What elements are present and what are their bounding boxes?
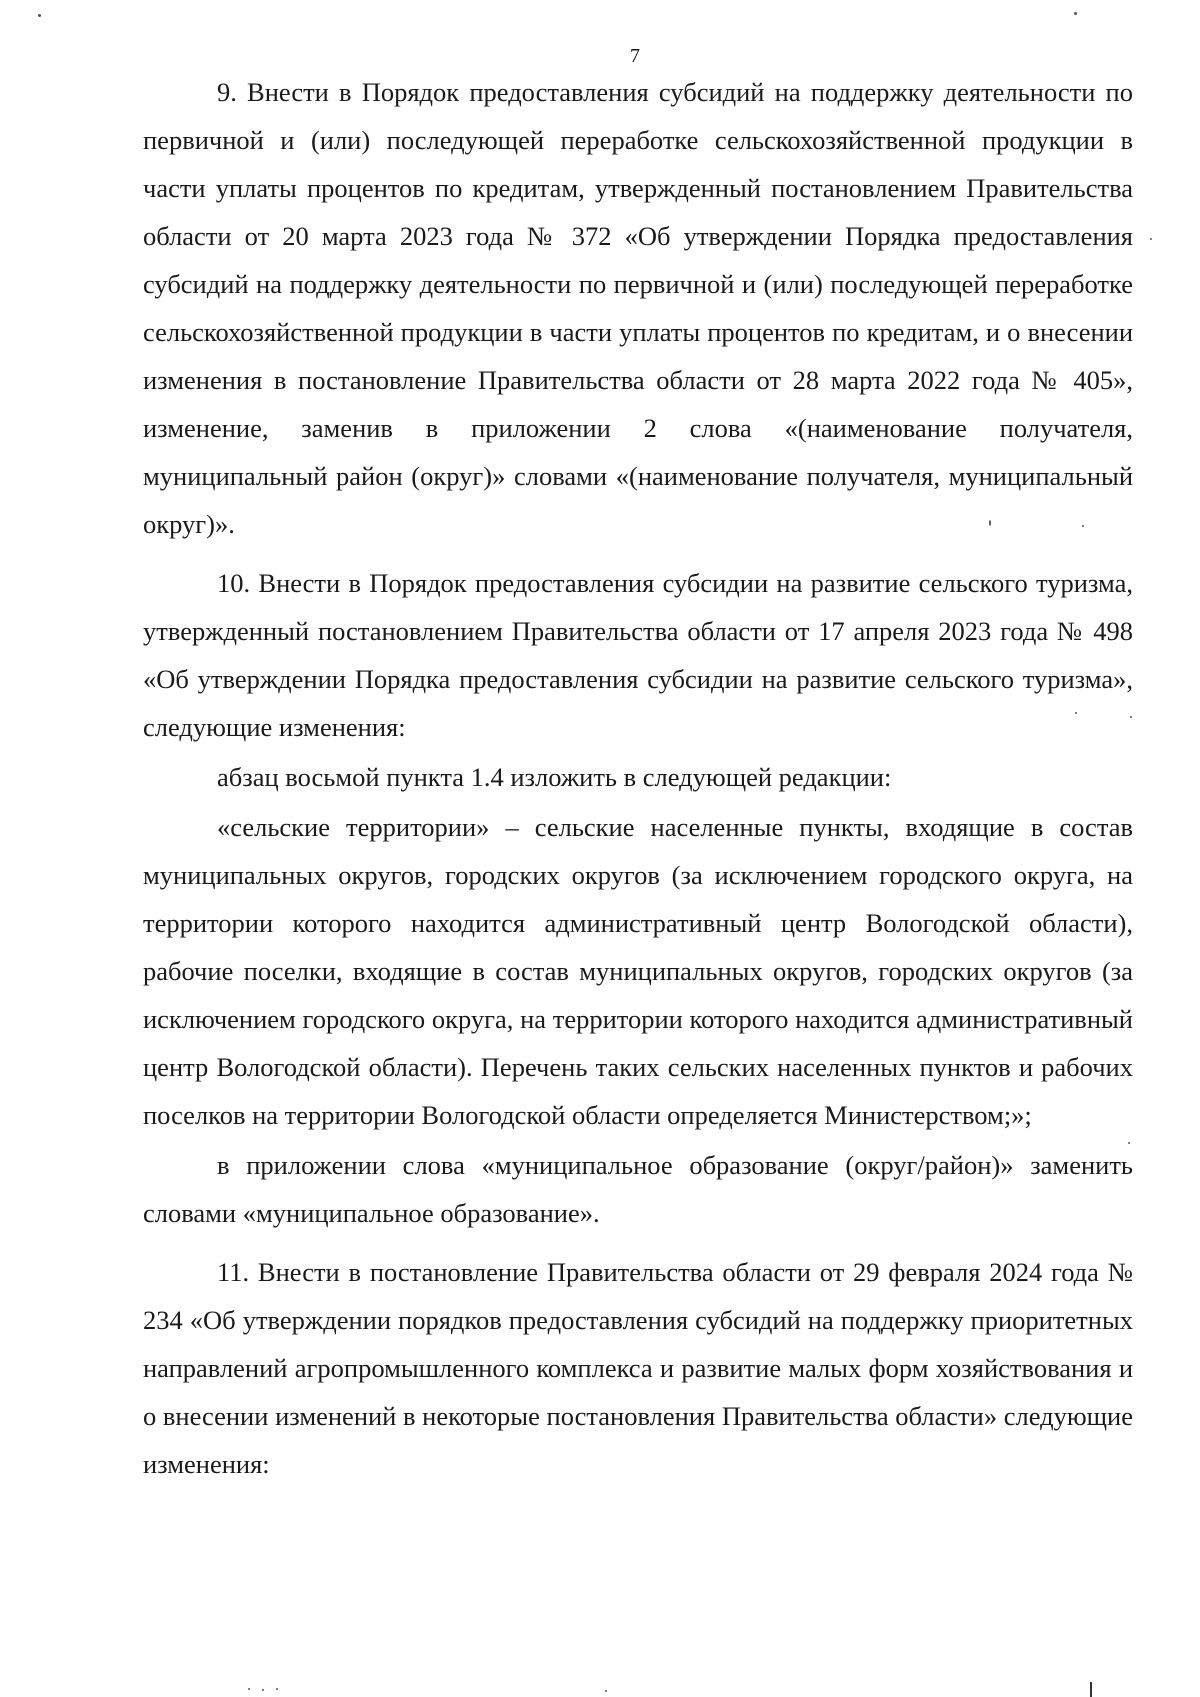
scan-speck [248, 1688, 250, 1690]
paragraph-item-10-definition: «сельские территории» – сельские населенные пункты, входящие в состав муниципальных округов, городских округов (за исключением городского округа, на территории которого находится административный центр Вологодской области), рабочие поселки, входящие в состав муниципальных округов, городских округов (за исключением городского округа, на территории которого находится административный центр Вологодской области). Перечень таких сельских населенных пунктов и рабочих поселков на территории Вологодской области определяется Министерством;»; [143, 812, 1133, 1130]
document-body [143, 68, 1133, 1488]
scan-speck [1128, 1142, 1130, 1144]
paragraph-item-9: 9. Внести в Порядок предоставления субсидий на поддержку деятельности по первичной и (или) последующей переработке сельскохозяйственной продукции в части уплаты процентов по кредитам, утвержденный постановлением Правительства области от 20 марта 2023 года № 372 «Об утверждении Порядка предоставления субсидий на поддержку деятельности по первичной и (или) последующей переработке сельскохозяйственной продукции в части уплаты процентов по кредитам, и о внесении изменения в постановление Правительства области от 28 марта 2022 года № 405», изменение, заменив в приложении 2 слова «(наименование получателя, муниципальный район (округ)» словами «(наименование получателя, муниципальный округ)». [143, 77, 1133, 539]
scan-speck [989, 520, 991, 526]
paragraph-item-10: 10. Внести в Порядок предоставления субсидии на развитие сельского туризма, утвержденный постановлением Правительства области от 17 апреля 2023 года № 498 «Об утверждении Порядка предоставления субсидии на развитие сельского туризма», следующие изменения: [143, 568, 1133, 742]
scan-speck [1074, 12, 1077, 15]
page-number: 7 [630, 45, 640, 67]
scan-speck [38, 14, 41, 17]
scan-speck [276, 1688, 278, 1690]
scan-speck [1150, 238, 1152, 240]
scan-speck [1082, 525, 1084, 527]
scan-speck [1130, 716, 1132, 718]
scan-speck [262, 1689, 264, 1691]
scan-edge-mark [1090, 1682, 1092, 1697]
paragraph-item-10-intro: абзац восьмой пункта 1.4 изложить в следующей редакции: [217, 762, 892, 792]
scan-speck [605, 1690, 607, 1692]
scan-speck [1075, 712, 1077, 714]
paragraph-item-10-appendix: в приложении слова «муниципальное образование (округ/район)» заменить словами «муниципальное образование». [143, 1150, 1133, 1228]
paragraph-item-11: 11. Внести в постановление Правительства области от 29 февраля 2024 года № 234 «Об утверждении порядков предоставления субсидий на поддержку приоритетных направлений агропромышленного комплекса и развитие малых форм хозяйствования и о внесении изменений в некоторые постановления Правительства области» следующие изменения: [143, 1257, 1133, 1479]
